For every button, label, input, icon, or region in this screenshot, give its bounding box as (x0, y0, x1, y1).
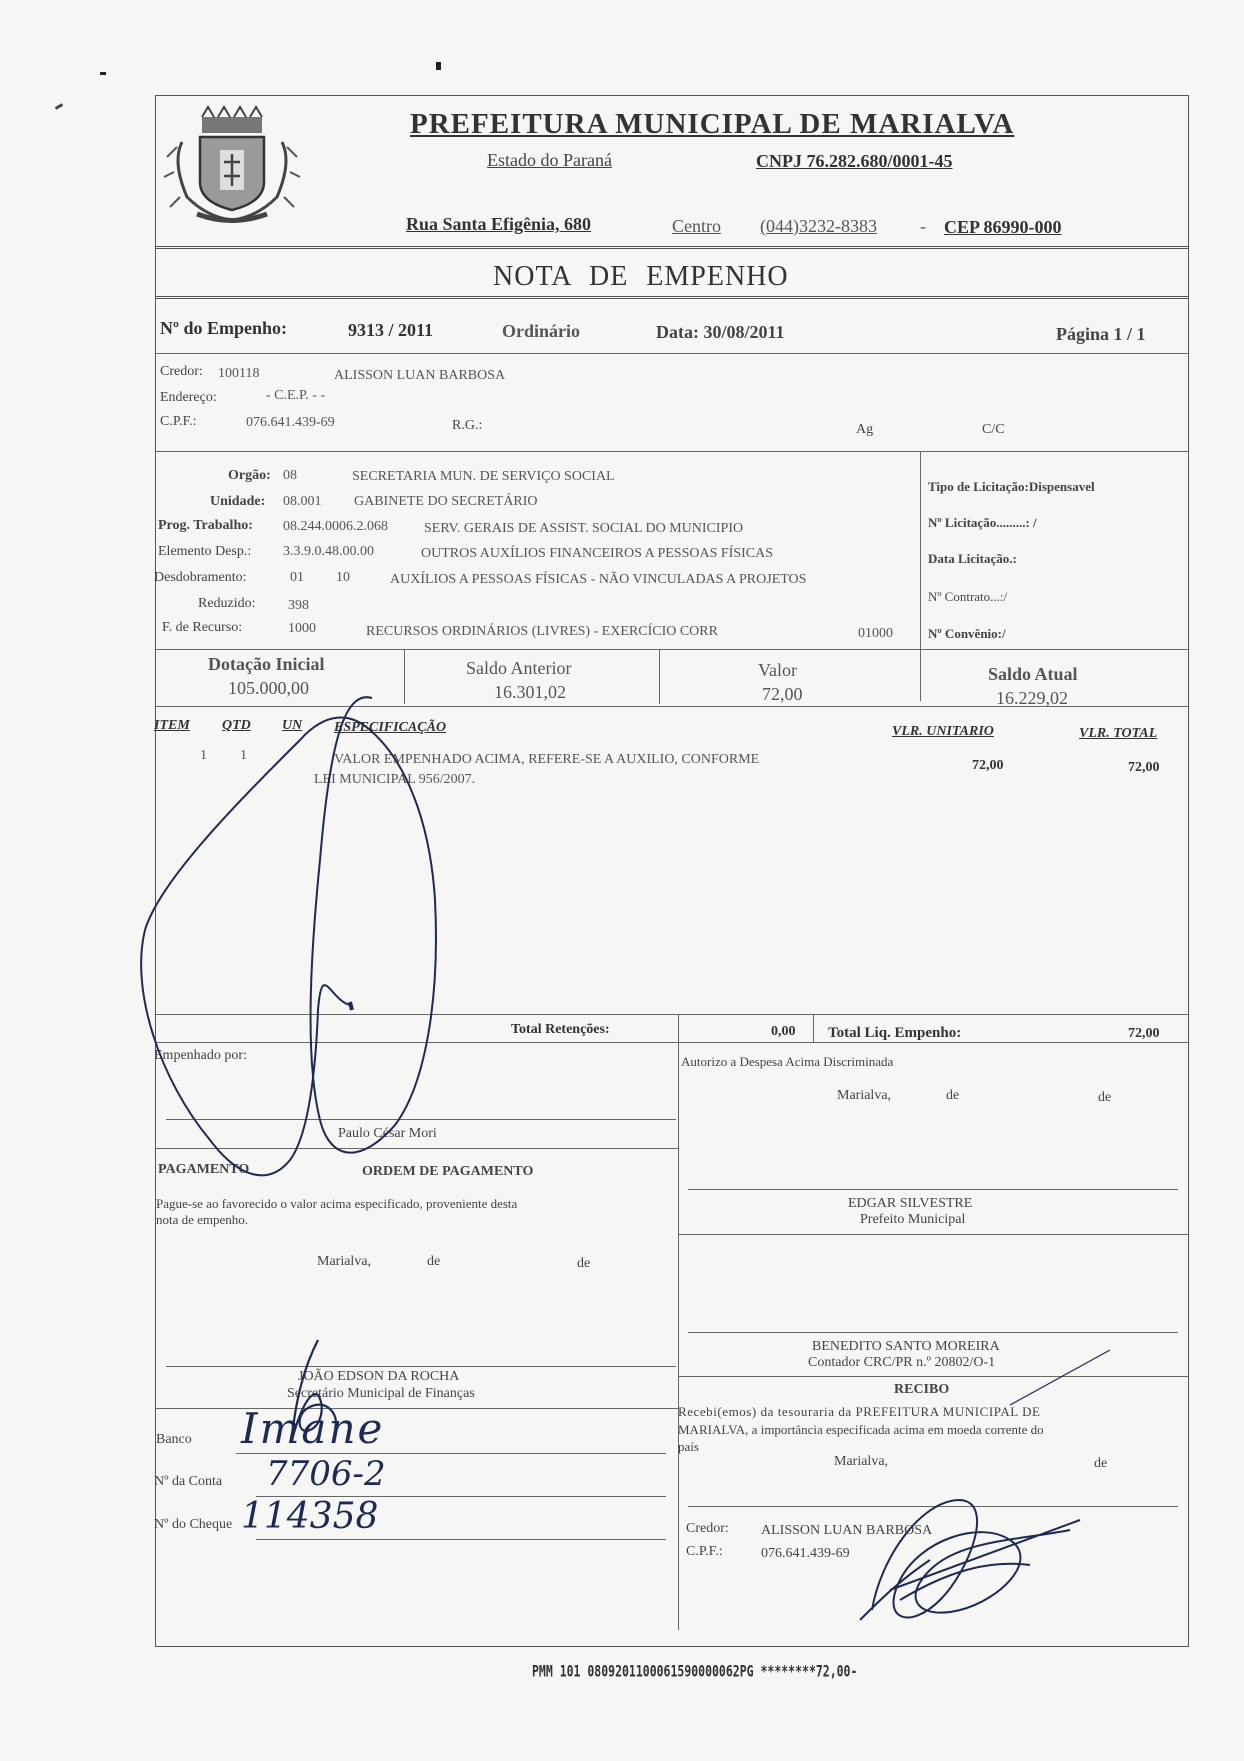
orgao-label: Orgão: (228, 468, 271, 483)
total-liquido-label: Total Liq. Empenho: (828, 1025, 962, 1041)
recibo-de: de (1094, 1456, 1108, 1471)
autorizo-label: Autorizo a Despesa Acima Discriminada (681, 1054, 894, 1069)
reduzido-value: 398 (288, 598, 309, 613)
autorizo-de-2: de (1098, 1090, 1112, 1105)
recibo-credor-label: Credor: (686, 1521, 729, 1536)
autorizo-de-1: de (946, 1088, 960, 1103)
recibo-text-line-2: MARIALVA, a importância especificada acima em moeda corrente do (678, 1422, 1044, 1437)
recibo-credor-name: ALISSON LUAN BARBOSA (761, 1523, 933, 1538)
fonte-recurso-extra: 01000 (858, 626, 893, 641)
agencia-label: Ag (856, 422, 874, 437)
elemento-label: Elemento Desp.: (158, 544, 252, 559)
saldo-anterior-value: 16.301,02 (494, 682, 566, 702)
total-retencoes-label: Total Retenções: (511, 1022, 610, 1037)
item-number: 1 (200, 748, 207, 763)
autorizo-city: Marialva, (837, 1088, 892, 1103)
state-name: Estado do Paraná (487, 150, 612, 170)
secretario-title: Secretário Municipal de Finanças (287, 1386, 475, 1401)
total-liquido-value: 72,00 (1128, 1026, 1160, 1041)
col-header-item: ITEM (154, 718, 190, 733)
pagamento-city: Marialva, (317, 1254, 372, 1269)
fonte-recurso-code: 1000 (288, 621, 316, 636)
recibo-text-line-3: país (678, 1439, 699, 1454)
desdobramento-code-1: 01 (290, 570, 304, 585)
secretario-name: JOÃO EDSON DA ROCHA (298, 1369, 460, 1384)
recibo-cpf-value: 076.641.439-69 (761, 1546, 850, 1561)
header-dash: - (920, 216, 926, 236)
cep: CEP 86990-000 (944, 217, 1062, 237)
pagamento-label: PAGAMENTO (158, 1162, 250, 1177)
prefecture-title: PREFEITURA MUNICIPAL DE MARIALVA (410, 108, 1015, 140)
pagamento-de-1: de (427, 1254, 441, 1269)
recibo-cpf-label: C.P.F.: (686, 1544, 723, 1559)
prefeito-name: EDGAR SILVESTRE (848, 1196, 973, 1211)
print-footer-code: PMM 101 0809201100061590000062PG ********72,00- (532, 1661, 858, 1681)
credor-code: 100118 (218, 366, 260, 381)
dotacao-inicial-label: Dotação Inicial (208, 654, 325, 674)
fonte-recurso-name: RECURSOS ORDINÁRIOS (LIVRES) - EXERCÍCIO CORR (366, 624, 718, 639)
cnpj: CNPJ 76.282.680/0001-45 (756, 151, 953, 171)
data-licitacao: Data Licitação.: (928, 551, 1017, 566)
saldo-atual-value: 16.229,02 (996, 688, 1068, 708)
prog-trabalho-label: Prog. Trabalho: (158, 518, 253, 533)
saldo-anterior-label: Saldo Anterior (466, 658, 572, 678)
district: Centro (672, 216, 721, 236)
valor-value: 72,00 (762, 684, 803, 704)
empenho-date: Data: 30/08/2011 (656, 322, 785, 342)
orgao-name: SECRETARIA MUN. DE SERVIÇO SOCIAL (352, 469, 615, 484)
page-number: Página 1 / 1 (1056, 324, 1146, 344)
credor-label: Credor: (160, 364, 203, 379)
prog-trabalho-name: SERV. GERAIS DE ASSIST. SOCIAL DO MUNICIPIO (424, 521, 744, 536)
cheque-label: Nº do Cheque (154, 1517, 233, 1532)
endereco-label: Endereço: (160, 390, 217, 405)
col-header-vlr-total: VLR. TOTAL (1079, 726, 1158, 741)
item-unit-value: 72,00 (972, 758, 1004, 773)
phone: (044)3232-8383 (760, 216, 877, 236)
numero-licitacao: Nº Licitação.........: / (928, 515, 1037, 530)
dotacao-inicial-value: 105.000,00 (228, 678, 309, 698)
unidade-label: Unidade: (210, 494, 266, 509)
col-header-un: UN (282, 718, 303, 733)
recibo-city: Marialva, (834, 1454, 889, 1469)
item-description-line-1: VALOR EMPENHADO ACIMA, REFERE-SE A AUXILIO, CONFORME (334, 752, 760, 767)
orgao-code: 08 (283, 468, 297, 483)
cpf-label: C.P.F.: (160, 414, 197, 429)
rg-label: R.G.: (452, 418, 483, 433)
valor-label: Valor (758, 660, 797, 680)
item-description-line-2: LEI MUNICIPAL 956/2007. (314, 772, 476, 787)
reduzido-label: Reduzido: (198, 596, 256, 611)
endereco-value: - C.E.P. - - (266, 388, 326, 403)
empenho-number: 9313 / 2011 (348, 320, 434, 340)
empenhado-por-name: Paulo César Mori (338, 1126, 437, 1141)
item-total-value: 72,00 (1128, 760, 1160, 775)
conta-label: Nº da Conta (154, 1474, 223, 1489)
prefeito-title: Prefeito Municipal (860, 1212, 966, 1227)
contador-title: Contador CRC/PR n.º 20802/O-1 (808, 1355, 996, 1370)
fonte-recurso-label: F. de Recurso: (162, 620, 243, 635)
nota-empenho-form (155, 95, 1189, 1647)
col-header-qtd: QTD (222, 718, 251, 733)
desdobramento-name: AUXÍLIOS A PESSOAS FÍSICAS - NÃO VINCULADAS A PROJETOS (390, 572, 807, 587)
prog-trabalho-code: 08.244.0006.2.068 (283, 519, 388, 534)
elemento-name: OUTROS AUXÍLIOS FINANCEIROS A PESSOAS FÍSICAS (421, 546, 774, 561)
conta-handwritten-value: 7706-2 (266, 1454, 386, 1494)
contador-name: BENEDITO SANTO MOREIRA (812, 1339, 1000, 1354)
pagamento-text-line-2: nota de empenho. (156, 1212, 249, 1227)
banco-label: Banco (156, 1432, 192, 1447)
pagamento-text-line-1: Pague-se ao favorecido o valor acima especificado, proveniente desta (156, 1196, 518, 1211)
unidade-code: 08.001 (283, 494, 322, 509)
saldo-atual-label: Saldo Atual (988, 664, 1078, 684)
empenho-label: Nº do Empenho: (160, 318, 287, 338)
recibo-text-line-1: Recebi(emos) da tesouraria da PREFEITURA MUNICIPAL DE (678, 1404, 1041, 1419)
item-qtd: 1 (240, 748, 247, 763)
credor-name: ALISSON LUAN BARBOSA (334, 368, 506, 383)
empenho-type: Ordinário (502, 321, 581, 341)
document-title: NOTA DE EMPENHO (493, 261, 789, 292)
elemento-code: 3.3.9.0.48.00.00 (283, 544, 374, 559)
desdobramento-code-2: 10 (336, 570, 350, 585)
conta-corrente-label: C/C (982, 422, 1005, 437)
cheque-handwritten-value: 114358 (241, 1496, 379, 1537)
recibo-label: RECIBO (894, 1382, 950, 1397)
desdobramento-label: Desdobramento: (154, 570, 247, 585)
cpf-value: 076.641.439-69 (246, 415, 335, 430)
pagamento-de-2: de (577, 1256, 591, 1271)
ordem-pagamento-label: ORDEM DE PAGAMENTO (362, 1164, 534, 1179)
tipo-licitacao: Tipo de Licitação:Dispensavel (928, 479, 1095, 494)
empenhado-por-label: Empenhado por: (154, 1048, 247, 1063)
banco-handwritten-value: Imane (241, 1404, 385, 1453)
col-header-vlr-unitario: VLR. UNITARIO (892, 724, 994, 739)
numero-convenio: Nº Convênio:/ (928, 626, 1006, 641)
municipal-coat-of-arms (162, 102, 302, 227)
total-retencoes-value: 0,00 (771, 1024, 796, 1039)
col-header-especificacao: ESPECIFICAÇÃO (334, 720, 447, 735)
unidade-name: GABINETE DO SECRETÁRIO (354, 494, 538, 509)
address: Rua Santa Efigênia, 680 (406, 214, 592, 234)
numero-contrato: Nº Contrato...:/ (928, 589, 1008, 604)
